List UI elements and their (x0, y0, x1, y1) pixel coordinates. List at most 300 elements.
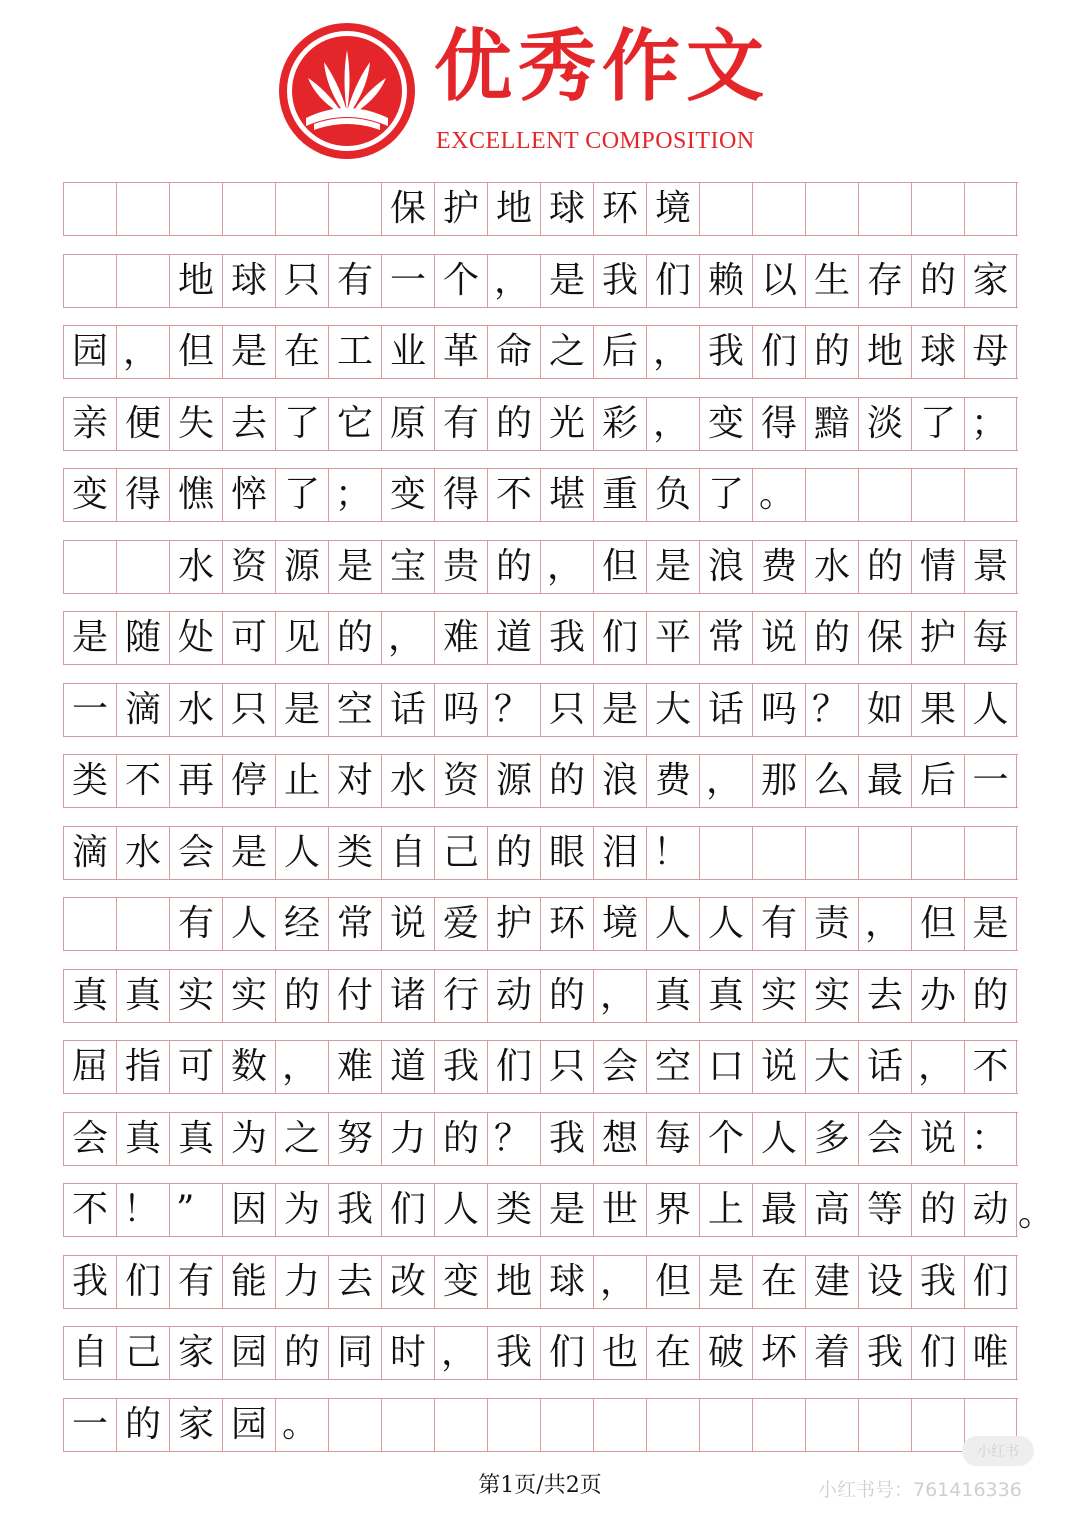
grid-cell: 会 (169, 827, 222, 879)
grid-cell: 有 (169, 898, 222, 950)
grid-cell: 最 (752, 1184, 805, 1236)
grid-cell: 人 (752, 1113, 805, 1165)
grid-cell: 人 (646, 898, 699, 950)
grid-row (63, 182, 1018, 236)
grid-cell: 费 (752, 541, 805, 593)
grid-cell: 园 (222, 1327, 275, 1379)
grid-cell: 母 (964, 326, 1017, 378)
grid-cell: 黯 (805, 398, 858, 450)
grid-cell: 那 (752, 755, 805, 807)
grid-cell: 为 (222, 1113, 275, 1165)
watermark-badge: 小红书 (962, 1436, 1034, 1466)
grid-cell: 负 (646, 469, 699, 521)
grid-cell: 水 (116, 827, 169, 879)
grid-cell (752, 1399, 805, 1451)
grid-cell: ？ (487, 1113, 540, 1165)
grid-cell: 球 (911, 326, 964, 378)
grid-cell (699, 183, 752, 235)
grid-cell: 经 (275, 898, 328, 950)
grid-cell: 说 (752, 612, 805, 664)
grid-cell: 我 (593, 255, 646, 307)
grid-cell: 之 (275, 1113, 328, 1165)
grid-cell: 是 (222, 827, 275, 879)
grid-cell (752, 183, 805, 235)
grid-cell: 了 (275, 398, 328, 450)
grid-cell: 时 (381, 1327, 434, 1379)
grid-cell (328, 183, 381, 235)
grid-cell: 了 (699, 469, 752, 521)
grid-cell: 大 (646, 684, 699, 736)
grid-cell: 改 (381, 1256, 434, 1308)
grid-cell: 的 (805, 326, 858, 378)
grid-cell: 们 (964, 1256, 1017, 1308)
grid-cell: 真 (116, 970, 169, 1022)
grid-cell: 如 (858, 684, 911, 736)
grid-cell: 人 (699, 898, 752, 950)
grid-row (63, 1398, 1018, 1452)
grid-cell: 吗 (434, 684, 487, 736)
grid-cell: 真 (169, 1113, 222, 1165)
grid-cell: ， (593, 1256, 646, 1308)
grid-cell: 的 (275, 970, 328, 1022)
grid-cell: 停 (222, 755, 275, 807)
grid-cell (805, 183, 858, 235)
grid-cell: 只 (540, 1041, 593, 1093)
grid-cell (487, 1399, 540, 1451)
grid-cell: 境 (593, 898, 646, 950)
grid-cell: 们 (593, 612, 646, 664)
grid-cell: 的 (487, 827, 540, 879)
grid-cell: 彩 (593, 398, 646, 450)
grid-cell: 的 (116, 1399, 169, 1451)
grid-cell: 会 (593, 1041, 646, 1093)
grid-cell: 宝 (381, 541, 434, 593)
grid-cell: 为 (275, 1184, 328, 1236)
grid-cell: 我 (911, 1256, 964, 1308)
grid-cell: ， (911, 1041, 964, 1093)
grid-cell: 设 (858, 1256, 911, 1308)
grid-cell: 球 (540, 183, 593, 235)
grid-cell: 力 (381, 1113, 434, 1165)
grid-cell: 资 (434, 755, 487, 807)
grid-cell: 家 (169, 1327, 222, 1379)
grid-cell: 了 (275, 469, 328, 521)
grid-cell: 的 (911, 1184, 964, 1236)
grid-cell: 变 (63, 469, 116, 521)
grid-cell: 大 (805, 1041, 858, 1093)
grid-cell: 地 (858, 326, 911, 378)
grid-cell: 在 (275, 326, 328, 378)
grid-cell: ， (116, 326, 169, 378)
grid-cell: 赖 (699, 255, 752, 307)
grid-cell (222, 183, 275, 235)
grid-cell: 费 (646, 755, 699, 807)
grid-cell: 环 (540, 898, 593, 950)
grid-cell: 变 (434, 1256, 487, 1308)
grid-cell: ， (434, 1327, 487, 1379)
grid-cell: 责 (805, 898, 858, 950)
grid-cell: 有 (169, 1256, 222, 1308)
grid-cell: 办 (911, 970, 964, 1022)
grid-cell: 得 (752, 398, 805, 450)
grid-cell: 一 (63, 684, 116, 736)
grid-cell: 是 (964, 898, 1017, 950)
grid-cell: 付 (328, 970, 381, 1022)
essay-grid-paper (63, 182, 1055, 1450)
grid-cell (593, 1399, 646, 1451)
grid-cell (434, 1399, 487, 1451)
grid-cell: 浪 (699, 541, 752, 593)
grid-cell: 水 (169, 541, 222, 593)
grid-cell: 有 (752, 898, 805, 950)
grid-cell: 自 (63, 1327, 116, 1379)
grid-cell: 人 (434, 1184, 487, 1236)
grid-cell: 滴 (63, 827, 116, 879)
grid-cell: 一 (381, 255, 434, 307)
grid-cell: 屈 (63, 1041, 116, 1093)
grid-cell (805, 1399, 858, 1451)
grid-cell: 泪 (593, 827, 646, 879)
grid-cell: 人 (222, 898, 275, 950)
grid-cell (646, 1399, 699, 1451)
grid-cell (116, 255, 169, 307)
grid-cell: 我 (540, 1113, 593, 1165)
grid-cell: 是 (699, 1256, 752, 1308)
grid-cell: 说 (381, 898, 434, 950)
grid-cell: 便 (116, 398, 169, 450)
grid-cell: 多 (805, 1113, 858, 1165)
grid-cell: 境 (646, 183, 699, 235)
grid-cell: 动 (487, 970, 540, 1022)
grid-cell: 只 (540, 684, 593, 736)
grid-cell: 环 (593, 183, 646, 235)
grid-cell: ， (487, 255, 540, 307)
grid-cell: 动 (964, 1184, 1017, 1236)
grid-cell: 得 (116, 469, 169, 521)
grid-cell: 坏 (752, 1327, 805, 1379)
grid-cell: ； (964, 398, 1017, 450)
grid-cell: ； (328, 469, 381, 521)
grid-cell: 难 (328, 1041, 381, 1093)
grid-cell (858, 1399, 911, 1451)
brand-title: 优秀作文 (434, 21, 771, 112)
grid-cell: 我 (63, 1256, 116, 1308)
grid-cell: 是 (593, 684, 646, 736)
grid-cell: 景 (964, 541, 1017, 593)
grid-cell: 可 (222, 612, 275, 664)
grid-cell: 但 (646, 1256, 699, 1308)
grid-cell: 护 (434, 183, 487, 235)
grid-cell: 我 (487, 1327, 540, 1379)
grid-cell: 的 (434, 1113, 487, 1165)
grid-cell: 常 (328, 898, 381, 950)
grid-cell: 一 (964, 755, 1017, 807)
grid-cell: 个 (699, 1113, 752, 1165)
grid-cell: 高 (805, 1184, 858, 1236)
grid-cell: 上 (699, 1184, 752, 1236)
grid-cell (381, 1399, 434, 1451)
grid-cell: 情 (911, 541, 964, 593)
grid-cell: 地 (487, 183, 540, 235)
grid-cell: 们 (540, 1327, 593, 1379)
grid-cell: ” (169, 1184, 222, 1236)
grid-row (63, 468, 1018, 522)
grid-cell: ！ (646, 827, 699, 879)
grid-cell: 去 (328, 1256, 381, 1308)
grid-cell: 个 (434, 255, 487, 307)
grid-cell: 可 (169, 1041, 222, 1093)
grid-cell: 光 (540, 398, 593, 450)
grid-cell: 么 (805, 755, 858, 807)
grid-cell (63, 898, 116, 950)
grid-cell: 悴 (222, 469, 275, 521)
grid-cell: 唯 (964, 1327, 1017, 1379)
grid-cell: 是 (540, 1184, 593, 1236)
grid-cell: 原 (381, 398, 434, 450)
grid-cell: 贵 (434, 541, 487, 593)
grid-cell: 家 (169, 1399, 222, 1451)
grid-cell: ， (646, 398, 699, 450)
grid-cell: ， (275, 1041, 328, 1093)
grid-cell: 去 (222, 398, 275, 450)
grid-cell: 真 (116, 1113, 169, 1165)
grid-cell: 滴 (116, 684, 169, 736)
grid-cell: 真 (646, 970, 699, 1022)
page-indicator: 第1页/共2页 (478, 1473, 602, 1498)
grid-row (63, 1183, 1055, 1237)
grid-cell: 。 (752, 469, 805, 521)
grid-cell: 不 (116, 755, 169, 807)
grid-cell: 只 (222, 684, 275, 736)
grid-cell: 护 (911, 612, 964, 664)
grid-cell: 。 (275, 1399, 328, 1451)
grid-cell: 但 (169, 326, 222, 378)
grid-cell: 随 (116, 612, 169, 664)
grid-cell: 变 (699, 398, 752, 450)
grid-cell: 只 (275, 255, 328, 307)
grid-cell: 实 (805, 970, 858, 1022)
grid-cell: 的 (858, 541, 911, 593)
grid-cell: 界 (646, 1184, 699, 1236)
grid-cell (805, 827, 858, 879)
grid-cell: 源 (275, 541, 328, 593)
grid-cell: 变 (381, 469, 434, 521)
grid-cell: 是 (222, 326, 275, 378)
grid-cell: 类 (63, 755, 116, 807)
grid-cell: 的 (964, 970, 1017, 1022)
grid-cell: 护 (487, 898, 540, 950)
grid-cell (911, 827, 964, 879)
grid-cell: 革 (434, 326, 487, 378)
grid-cell: 它 (328, 398, 381, 450)
grid-cell: 人 (275, 827, 328, 879)
grid-cell: 己 (434, 827, 487, 879)
grid-cell: 是 (275, 684, 328, 736)
grid-cell: 园 (222, 1399, 275, 1451)
grid-cell (116, 183, 169, 235)
grid-cell (169, 183, 222, 235)
grid-cell: 我 (328, 1184, 381, 1236)
grid-cell: 的 (487, 541, 540, 593)
grid-cell: 们 (381, 1184, 434, 1236)
grid-cell: 口 (699, 1041, 752, 1093)
grid-cell: 同 (328, 1327, 381, 1379)
grid-cell: 处 (169, 612, 222, 664)
grid-cell (699, 1399, 752, 1451)
grid-cell: 浪 (593, 755, 646, 807)
grid-cell: 的 (540, 970, 593, 1022)
grid-cell: 在 (646, 1327, 699, 1379)
grid-cell: ， (381, 612, 434, 664)
grid-row (63, 611, 1018, 665)
grid-cell: 建 (805, 1256, 858, 1308)
grid-cell: 类 (328, 827, 381, 879)
grid-cell: 命 (487, 326, 540, 378)
grid-cell: 真 (63, 970, 116, 1022)
grid-cell: 但 (593, 541, 646, 593)
grid-cell: 有 (434, 398, 487, 450)
grid-cell: 我 (699, 326, 752, 378)
grid-row (63, 540, 1018, 594)
grid-cell: 力 (275, 1256, 328, 1308)
grid-cell: 得 (434, 469, 487, 521)
grid-cell: 以 (752, 255, 805, 307)
grid-cell: 憔 (169, 469, 222, 521)
grid-cell (63, 255, 116, 307)
grid-cell: 们 (487, 1041, 540, 1093)
grid-cell: 的 (805, 612, 858, 664)
grid-cell: 数 (222, 1041, 275, 1093)
grid-cell: 果 (911, 684, 964, 736)
grid-cell: 失 (169, 398, 222, 450)
grid-cell: 重 (593, 469, 646, 521)
grid-cell: 等 (858, 1184, 911, 1236)
grid-cell: 水 (381, 755, 434, 807)
grid-cell (699, 827, 752, 879)
grid-row (63, 754, 1018, 808)
grid-cell (858, 827, 911, 879)
grid-cell: 球 (222, 255, 275, 307)
grid-cell: 会 (63, 1113, 116, 1165)
grid-cell: 见 (275, 612, 328, 664)
grid-cell: ？ (805, 684, 858, 736)
brand-subtitle: EXCELLENT COMPOSITION (436, 128, 755, 154)
grid-row (63, 826, 1018, 880)
grid-cell: 平 (646, 612, 699, 664)
grid-cell: 不 (487, 469, 540, 521)
book-plant-logo-icon (276, 20, 418, 162)
grid-row (63, 897, 1018, 951)
grid-row (63, 325, 1018, 379)
grid-cell: 淡 (858, 398, 911, 450)
grid-cell: 行 (434, 970, 487, 1022)
grid-cell (964, 469, 1017, 521)
grid-cell: 指 (116, 1041, 169, 1093)
grid-cell: 是 (646, 541, 699, 593)
grid-cell: 工 (328, 326, 381, 378)
grid-cell: 眼 (540, 827, 593, 879)
grid-cell: 的 (911, 255, 964, 307)
grid-row (63, 397, 1018, 451)
grid-cell (964, 827, 1017, 879)
grid-cell: 后 (593, 326, 646, 378)
grid-cell: 破 (699, 1327, 752, 1379)
grid-cell: 道 (381, 1041, 434, 1093)
grid-cell (328, 1399, 381, 1451)
grid-cell (116, 898, 169, 950)
grid-cell: 类 (487, 1184, 540, 1236)
grid-cell: 每 (646, 1113, 699, 1165)
grid-cell: 有 (328, 255, 381, 307)
grid-cell: 对 (328, 755, 381, 807)
grid-row (63, 1255, 1018, 1309)
grid-cell: 园 (63, 326, 116, 378)
grid-cell: 们 (752, 326, 805, 378)
grid-cell: 不 (964, 1041, 1017, 1093)
grid-cell: 堪 (540, 469, 593, 521)
grid-cell: 话 (699, 684, 752, 736)
grid-cell (911, 469, 964, 521)
grid-cell: 难 (434, 612, 487, 664)
grid-cell: 能 (222, 1256, 275, 1308)
grid-cell: 话 (381, 684, 434, 736)
grid-cell: 去 (858, 970, 911, 1022)
grid-cell: 地 (487, 1256, 540, 1308)
grid-row (63, 1326, 1018, 1380)
grid-cell: 业 (381, 326, 434, 378)
grid-cell: 资 (222, 541, 275, 593)
grid-cell: 我 (434, 1041, 487, 1093)
grid-cell: 诸 (381, 970, 434, 1022)
grid-row (63, 969, 1018, 1023)
grid-cell: 空 (328, 684, 381, 736)
grid-cell: 不 (63, 1184, 116, 1236)
grid-row (63, 254, 1018, 308)
grid-cell (752, 827, 805, 879)
grid-row (63, 1040, 1018, 1094)
grid-cell: 们 (116, 1256, 169, 1308)
grid-cell: 话 (858, 1041, 911, 1093)
grid-cell: 最 (858, 755, 911, 807)
grid-cell: 们 (911, 1327, 964, 1379)
grid-cell: 源 (487, 755, 540, 807)
grid-cell (964, 183, 1017, 235)
grid-cell: 止 (275, 755, 328, 807)
grid-cell: 世 (593, 1184, 646, 1236)
grid-cell (805, 469, 858, 521)
grid-cell: 的 (275, 1327, 328, 1379)
grid-cell (911, 1399, 964, 1451)
grid-cell: ？ (487, 684, 540, 736)
grid-row (63, 683, 1018, 737)
grid-cell: 自 (381, 827, 434, 879)
grid-cell: 地 (169, 255, 222, 307)
grid-cell: 人 (964, 684, 1017, 736)
grid-cell: 水 (805, 541, 858, 593)
grid-cell: 常 (699, 612, 752, 664)
grid-cell: 是 (328, 541, 381, 593)
grid-cell: ， (540, 541, 593, 593)
grid-cell (858, 183, 911, 235)
grid-cell (63, 541, 116, 593)
watermark-id: 小红书号：761416336 (818, 1479, 1022, 1501)
grid-cell: 再 (169, 755, 222, 807)
grid-cell: 保 (858, 612, 911, 664)
overflow-punctuation: 。 (1018, 1192, 1055, 1234)
grid-cell: 也 (593, 1327, 646, 1379)
grid-cell: 说 (911, 1113, 964, 1165)
grid-cell (275, 183, 328, 235)
